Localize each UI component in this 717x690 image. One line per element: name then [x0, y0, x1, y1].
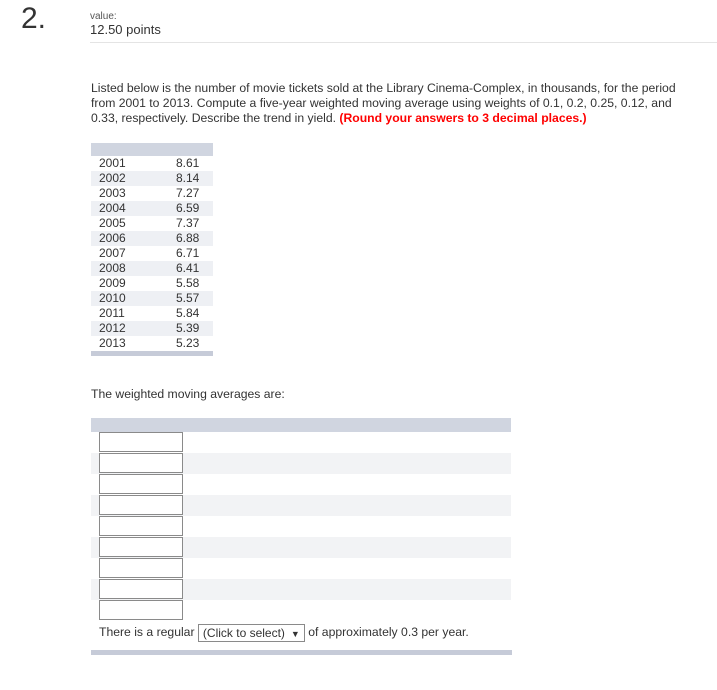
trend-suffix: of approximately 0.3 per year. [308, 625, 469, 639]
year-cell: 2012 [99, 321, 126, 335]
table-row [91, 321, 213, 336]
average-input[interactable] [99, 495, 183, 515]
year-cell: 2006 [99, 231, 126, 245]
averages-label: The weighted moving averages are: [91, 387, 285, 401]
average-input[interactable] [99, 537, 183, 557]
tickets-cell: 6.88 [176, 231, 200, 245]
year-cell: 2010 [99, 291, 126, 305]
prompt-rounding-note: (Round your answers to 3 decimal places.) [339, 111, 587, 125]
tickets-cell: 6.41 [176, 261, 200, 275]
tickets-cell: 5.23 [176, 336, 200, 350]
tickets-cell: 6.59 [176, 201, 200, 215]
tickets-cell: 5.84 [176, 306, 200, 320]
average-input[interactable] [99, 432, 183, 452]
table-footer-bar [91, 351, 213, 356]
question-prompt [91, 81, 701, 126]
year-cell: 2001 [99, 156, 126, 170]
points-value: 12.50 points [90, 22, 161, 37]
averages-table [91, 418, 511, 621]
tickets-cell: 8.14 [176, 171, 200, 185]
average-input[interactable] [99, 579, 183, 599]
answer-row [91, 474, 511, 495]
table-row [91, 246, 213, 261]
answer-row [91, 558, 511, 579]
table-row [91, 291, 213, 306]
year-cell: 2007 [99, 246, 126, 260]
dropdown-arrow-icon: ▼ [290, 628, 300, 639]
average-input[interactable] [99, 453, 183, 473]
year-cell: 2013 [99, 336, 126, 350]
year-cell: 2004 [99, 201, 126, 215]
table-row [91, 156, 213, 171]
ticket-data-table [91, 143, 213, 356]
answer-row [91, 579, 511, 600]
tickets-cell: 6.71 [176, 246, 200, 260]
trend-prefix: There is a regular [99, 625, 195, 639]
average-input[interactable] [99, 516, 183, 536]
table-header-bar [91, 143, 213, 156]
year-cell: 2002 [99, 171, 126, 185]
header-divider [90, 42, 717, 43]
table-row [91, 201, 213, 216]
tickets-cell: 7.37 [176, 216, 200, 230]
answer-row [91, 432, 511, 453]
question-number: 2. [21, 2, 47, 35]
averages-header-bar [91, 418, 511, 432]
value-label: value: [90, 11, 117, 22]
answer-row [91, 495, 511, 516]
average-input[interactable] [99, 558, 183, 578]
year-cell: 2009 [99, 276, 126, 290]
average-input[interactable] [99, 600, 183, 620]
year-cell: 2008 [99, 261, 126, 275]
trend-select-value: (Click to select) [202, 625, 285, 640]
answer-row [91, 516, 511, 537]
table-row [91, 186, 213, 201]
table-row [91, 306, 213, 321]
tickets-cell: 8.61 [176, 156, 200, 170]
answer-row [91, 453, 511, 474]
table-row [91, 231, 213, 246]
tickets-cell: 7.27 [176, 186, 200, 200]
tickets-cell: 5.39 [176, 321, 200, 335]
average-input[interactable] [99, 474, 183, 494]
table-row [91, 336, 213, 351]
year-cell: 2005 [99, 216, 126, 230]
table-row [91, 216, 213, 231]
table-row [91, 261, 213, 276]
year-cell: 2003 [99, 186, 126, 200]
answer-row [91, 600, 511, 621]
table-row [91, 276, 213, 291]
averages-footer-bar [91, 650, 512, 655]
year-cell: 2011 [99, 306, 125, 320]
trend-select[interactable] [198, 624, 305, 642]
table-row [91, 171, 213, 186]
tickets-cell: 5.57 [176, 291, 200, 305]
prompt-text: Listed below is the number of movie tickets sold at the Library Cinema-Complex, in thousands, for the period from 2001 to 2013. Compute a five-year weighted moving average using weights of 0.1, 0.2, 0.25, 0.12, and 0.33, respectively. Describe the trend in yield. [91, 81, 676, 125]
answer-row [91, 537, 511, 558]
tickets-cell: 5.58 [176, 276, 200, 290]
trend-sentence [91, 620, 511, 644]
